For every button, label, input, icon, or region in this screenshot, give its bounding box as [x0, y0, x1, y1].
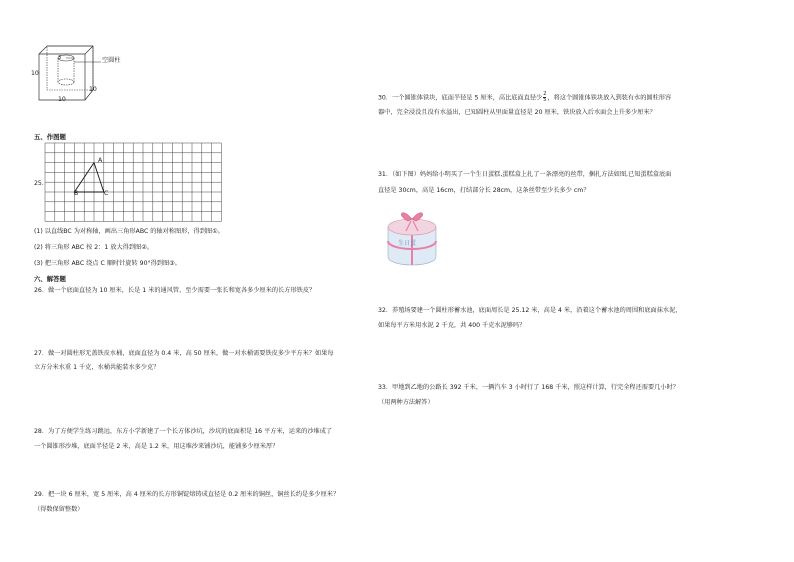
point-c-label: C	[104, 190, 109, 197]
q30-line1-post: ，将这个圆锥体铁块放入到装有水的圆柱形容	[547, 94, 672, 102]
cube-dim-left: 10	[31, 70, 39, 77]
q29-line1: 29．把一块 6 厘米，宽 5 厘米，高 4 厘米的长方形铜锭熔铸成直径是 0.2 厘米的铜丝，铜丝长约是多少厘米？	[34, 491, 340, 498]
q33-line1: 33．甲地到乙地的公路长 392 千米，一辆汽车 3 小时行了 168 千米，照这样计算，行完全程还需要几小时？	[378, 384, 679, 391]
q30-frac-num: 2	[543, 91, 547, 97]
q28-line2: 一个圆锥形沙堆，底面半径是 2 米，高是 1.2 米，用这堆沙来铺沙坑，能铺多少厘米厚？	[34, 443, 279, 450]
q26-line1: 26．做一个底面直径为 10 厘米，长是 1 米的通风管，至少需要一张长和宽各多少厘米的长方形铁皮？	[34, 287, 316, 294]
q33-line2: （用两种方法解答）	[378, 399, 434, 406]
point-b-label: B	[74, 190, 79, 197]
q25-item1: (1) 以直线BC 为对称轴，画出三角形ABC 的轴对称图形，得到图①。	[34, 228, 224, 235]
q30-line1-pre: 30．一个圆锥体铁块，底面半径是 5 厘米，高比底面直径少	[378, 94, 543, 102]
section5-title: 五、作图题	[34, 133, 66, 141]
q25-number: 25．	[34, 180, 49, 187]
q29-line2: （得数保留整数）	[34, 506, 84, 513]
q30-frac-den: 5	[543, 97, 547, 103]
q28-line1: 28．为了方便学生练习跳远，东方小学新建了一个长方体沙坑，沙坑的底面积是 16 平方米，运来的沙堆成了	[34, 428, 333, 435]
q31-line1: 31．（如下图）妈妈给小明买了一个生日蛋糕,蛋糕盒上扎了一条漂亮的丝带，捆扎方法如图,已知蛋糕盒底面	[378, 171, 672, 178]
drawing-grid	[45, 143, 225, 223]
triangle-abc	[74, 163, 103, 192]
hollow-cylinder-label: 空圆柱	[102, 57, 121, 64]
q27-line2: 立方分米水重 1 千克，水桶共能装水多少克？	[34, 364, 160, 371]
q31-line2: 直径是 30cm，高是 16cm，打结部分长 28cm，这条丝带至少长多少 cm？	[378, 187, 590, 194]
q27-line1: 27．做一对圆柱形无盖铁皮水桶，底面直径为 0.4 米，高 50 厘米，做一对水桶需要铁皮多少平方米？如果每	[34, 350, 334, 357]
cake-text: 生日蛋	[398, 240, 417, 247]
cube-dim-bottom: 10	[58, 96, 66, 103]
q30-line1	[378, 92, 671, 103]
point-a-label: A	[98, 157, 103, 164]
q32-line1: 32．养殖场要建一个圆柱形蓄水池，底面周长是 25.12 米，高是 4 米，沿着这个蓄水池的周围和底面抹水泥，	[378, 307, 682, 314]
q32-line2: 如果每平方米用水泥 2 千克，共 400 千克水泥够吗？	[378, 322, 526, 329]
q30-line2: 器中，完全浸没且没有水溢出，已知圆柱从里面量直径是 20 厘米，铁块放入后水面会上升多少厘米？	[378, 109, 656, 116]
q25-item2: (2) 将三角形 ABC 按 2：1 放大得到图②。	[34, 244, 153, 251]
q25-item3: (3) 把三角形 ABC 绕点 C 顺时针旋转 90°得到图③。	[34, 260, 181, 267]
section6-title: 六、解答题	[34, 275, 66, 283]
q30-fraction	[543, 92, 546, 103]
cube-dim-radius: 3	[58, 55, 62, 61]
cube-dim-depth: 10	[89, 86, 97, 93]
